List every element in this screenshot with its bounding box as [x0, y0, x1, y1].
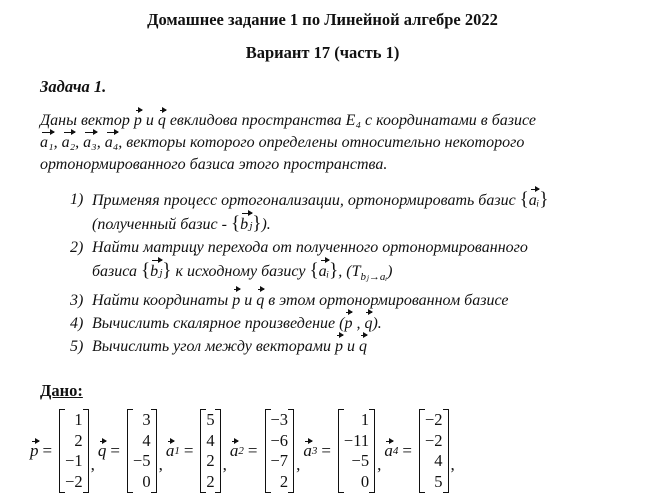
matrix-cell: −5	[133, 451, 151, 470]
matrix-cell: −5	[351, 451, 370, 470]
matrix-cell: −11	[343, 430, 370, 450]
matrix-cell: −2	[424, 430, 443, 450]
column-matrix	[200, 409, 220, 493]
matrix-cell: 4	[142, 430, 151, 450]
matrix-cell: −2	[65, 471, 83, 491]
intro-line-1: Даны вектор p и q евклидова пространства E₄ с координатами в базисе	[40, 110, 625, 132]
matrix-cell: 4	[434, 451, 443, 470]
matrix-cell: 5	[434, 471, 443, 491]
task-intro	[40, 110, 625, 176]
vector-p: p	[232, 289, 240, 312]
given-label: Дано:	[40, 381, 83, 400]
task-item-5: 5) Вычислить угол между векторами p и q	[70, 335, 630, 358]
vector-label-a2: a 2 =	[229, 441, 258, 460]
given-vectors	[30, 409, 458, 493]
vector-a2: a₂	[62, 132, 76, 154]
matrix-cell: 5	[206, 410, 215, 429]
task-item-2: 2) Найти матрицу перехода от полученного ортонормированного базиса {bⱼ} к исходному базису {aᵢ}, $(T_{bⱼ\to aᵢ})$	[70, 239, 528, 283]
task-item-1: 1) Применяя процесс ортогонализации, ортонормировать базис {aᵢ} (полученный базис - {bⱼ}).	[70, 189, 549, 234]
vector-label-a3: a 3 =	[303, 441, 331, 460]
task-item-4: 4) Вычислить скалярное произведение (p , q).	[70, 312, 630, 335]
vector-q: q	[359, 335, 367, 358]
matrix-cell: −7	[270, 451, 289, 470]
matrix-cell: 1	[360, 410, 370, 429]
matrix-cell: 4	[206, 430, 215, 450]
matrix-cell: 2	[74, 430, 83, 450]
vector-label-p: p =	[30, 441, 53, 460]
vector-q: q	[256, 289, 264, 312]
variant-title: Вариант 17 (часть 1)	[245, 43, 400, 62]
matrix-cell: 0	[142, 471, 151, 491]
transition-subscript: bⱼ→aᵢ	[360, 271, 388, 283]
space-symbol: E₄	[345, 112, 362, 129]
vector-label-a1: a 1 =	[165, 441, 194, 460]
matrix-cell: 2	[206, 471, 215, 491]
task-item-3: 3) Найти координаты p и q в этом ортонормированном базисе	[70, 289, 630, 312]
column-matrix	[265, 409, 295, 493]
intro-line-3: ортонормированного базиса этого пространства.	[40, 156, 388, 173]
vector-label-a4: a 4 =	[384, 441, 412, 460]
vector-p: p	[335, 335, 343, 358]
column-matrix	[127, 409, 157, 493]
column-matrix	[338, 409, 375, 493]
vector-separator: ,	[90, 455, 95, 474]
matrix-cell: −6	[270, 430, 289, 450]
document-title: Домашнее задание 1 по Линейной алгебре 2022	[147, 10, 498, 29]
column-matrix	[59, 409, 89, 493]
vector-ai: aᵢ	[319, 260, 330, 283]
vector-separator: ,	[450, 455, 455, 474]
vector-a4: a₄	[105, 132, 119, 154]
vector-separator: ,	[377, 455, 382, 474]
matrix-cell: −3	[270, 410, 289, 429]
vector-label-q: q =	[97, 441, 120, 460]
intro-line-2: a₁, a₂, a₃, a₄, векторы которого определены относительно некоторого	[40, 132, 625, 154]
matrix-cell: 0	[360, 471, 370, 491]
matrix-cell: 2	[206, 451, 215, 470]
column-matrix	[419, 409, 449, 493]
vector-q: q	[364, 312, 372, 335]
matrix-cell: 3	[142, 410, 151, 429]
matrix-cell: 1	[74, 410, 83, 429]
vector-separator: ,	[296, 455, 301, 474]
task-label: Задача 1.	[40, 77, 107, 96]
matrix-cell: −1	[65, 451, 83, 470]
vector-ai: aᵢ	[529, 189, 540, 212]
vector-bj: bⱼ	[240, 213, 252, 236]
vector-a3: a₃	[83, 132, 97, 154]
task-list	[70, 188, 630, 358]
vector-p: p	[134, 110, 142, 132]
vector-separator: ,	[158, 455, 163, 474]
matrix-cell: −2	[424, 410, 443, 429]
vector-separator: ,	[222, 455, 227, 474]
vector-bj: bⱼ	[150, 260, 162, 283]
matrix-cell: 2	[279, 471, 289, 491]
vector-p: p	[344, 312, 352, 335]
vector-q: q	[158, 110, 166, 132]
vector-a1: a₁	[40, 132, 54, 154]
